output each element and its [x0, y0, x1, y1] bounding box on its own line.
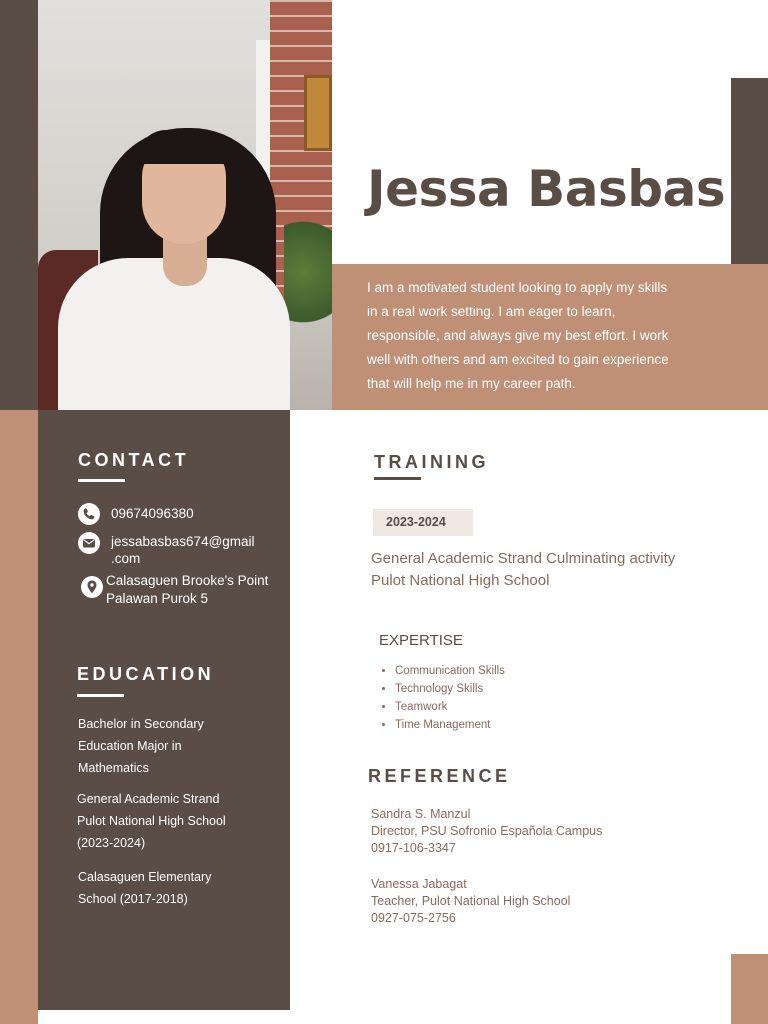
email-line-1[interactable]: jessabasbas674@gmail — [111, 534, 255, 549]
summary-text: I am a motivated student looking to apply my skills in a real work setting. I am eager to learn, responsible, and always give my best effort. I work well with others and am excited to gain experience that will help me in my career path. — [367, 280, 669, 391]
reference-heading: REFERENCE — [368, 766, 511, 786]
right-accent-strip-tan — [731, 954, 768, 1024]
left-accent-strip-dark — [0, 0, 38, 410]
training-title: General Academic Strand Culminating activity — [371, 550, 676, 567]
education-heading: EDUCATION — [77, 664, 215, 684]
profile-photo — [38, 0, 332, 410]
reference-role: Director, PSU Sofronio Española Campus — [371, 824, 603, 838]
reference-name: Sandra S. Manzul — [371, 807, 471, 821]
reference-name: Vanessa Jabagat — [371, 877, 467, 891]
phone-icon — [78, 503, 100, 525]
sidebar-panel — [38, 410, 290, 1010]
training-heading: TRAINING — [374, 452, 489, 472]
expertise-heading: EXPERTISE — [379, 632, 463, 649]
phone-number[interactable]: 09674096380 — [111, 506, 194, 521]
expertise-item: • Teamwork — [395, 698, 505, 716]
education-item: Calasaguen Elementary School (2017-2018) — [78, 870, 212, 906]
reference-role: Teacher, Pulot National High School — [371, 894, 571, 908]
contact-heading-rule — [78, 479, 125, 482]
education-heading-rule — [77, 694, 124, 697]
contact-heading: CONTACT — [78, 450, 190, 470]
location-pin-icon — [81, 576, 103, 598]
education-item: General Academic Strand Pulot National High School (2023-2024) — [77, 792, 226, 850]
address-line-1: Calasaguen Brooke's Point — [106, 573, 269, 588]
mail-icon — [78, 532, 100, 554]
right-accent-strip-dark — [731, 78, 768, 264]
education-item: Bachelor in Secondary Education Major in Mathematics — [78, 717, 204, 775]
training-date-badge: 2023-2024 — [373, 509, 473, 536]
email-line-2[interactable]: .com — [111, 551, 141, 566]
reference-phone[interactable]: 0917-106-3347 — [371, 841, 456, 855]
expertise-list — [378, 662, 505, 734]
left-accent-strip-tan — [0, 410, 38, 1024]
training-school: Pulot National High School — [371, 572, 550, 589]
resume-name: Jessa Basbas — [367, 160, 726, 218]
expertise-item: • Technology Skills — [395, 680, 505, 698]
address-line-2: Palawan Purok 5 — [106, 591, 209, 606]
reference-phone[interactable]: 0927-075-2756 — [371, 911, 456, 925]
training-heading-rule — [374, 477, 421, 480]
expertise-item: • Communication Skills — [395, 662, 505, 680]
expertise-item: • Time Management — [395, 716, 505, 734]
